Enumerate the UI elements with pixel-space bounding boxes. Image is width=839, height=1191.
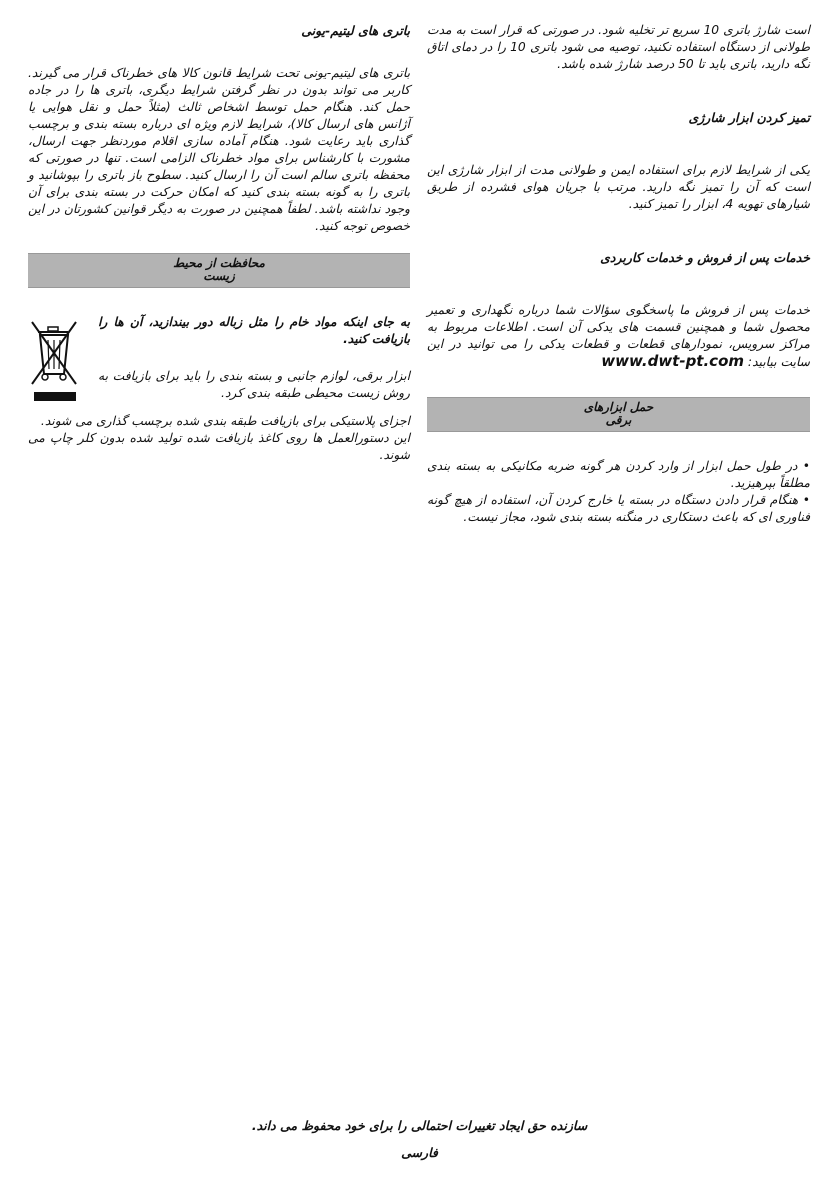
service-heading: خدمات پس از فروش و خدمات کاربردی <box>600 250 810 265</box>
weee-icon-wrapper <box>28 314 88 413</box>
environment-banner-line1: محافظت از محیط <box>173 256 265 270</box>
recycle-text-2: اجزای پلاستیکی برای بازیافت طبقه بندی شده برچسب گذاری می شوند. <box>40 414 410 428</box>
environment-banner-line2: زیست <box>203 269 235 283</box>
cleaning-paragraph: یکی از شرایط لازم برای استفاده ایمن و طولانی مدت از ابزار شارژی این است که آن را تمیز نگه دارید. مرتب با جریان هوای فشرده از طریق شیارهای تهویه 4، ابزار را تمیز کنید. <box>427 163 810 211</box>
footer-note: سازنده حق ایجاد تغییرات احتمالی را برای خود محفوظ می داند. <box>251 1118 588 1133</box>
recycle-bold-text: به جای اینکه مواد خام را مثل زباله دور بیندازید، آن ها را بازیافت کنید. <box>98 315 410 346</box>
transport-banner-line1: حمل ابزارهای <box>583 400 654 414</box>
transport-bullet-2: • هنگام قرار دادن دستگاه در بسته یا خارج کردن آن، استفاده از هیچ گونه فناوری ای که باعث دستکاری در منگنه بسته بندی شود، مجاز نیست. <box>427 493 810 524</box>
recycle-block <box>28 314 410 464</box>
crossed-out-wheelie-bin-icon <box>28 314 80 408</box>
service-text: خدمات پس از فروش ما پاسخگوی سؤالات شما درباره نگهداری و تعمیر محصول شما و همچنین قسمت های یدکی آن است. اطلاعات مربوط به مراکز سرویس، نمودارهای قطعات و قطعات یدکی را می توانید در این سایت بیابید: <box>427 303 810 369</box>
transport-banner <box>427 397 810 432</box>
service-paragraph <box>427 302 810 371</box>
transport-bullet-1: • در طول حمل ابزار از وارد کردن هر گونه ضربه مکانیکی به بسته بندی مطلقاً بپرهیزید. <box>427 459 811 490</box>
cleaning-heading: تمیز کردن ابزار شارژی <box>688 110 810 125</box>
service-url-link[interactable]: www.dwt-pt.com <box>601 352 744 370</box>
recycle-text-1: ابزار برقی، لوازم جانبی و بسته بندی را باید برای بازیافت به روش زیست محیطی طبقه بندی کرد. <box>98 369 410 400</box>
lithium-paragraph: باتری های لیتیم-یونی تحت شرایط قانون کالا های خطرناک قرار می گیرند. کاربر می تواند بدون در نظر گرفتن شرایط دیگری، باتری ها را در جاده حمل کند. هنگام حمل توسط اشخاص ثالث (مثلاً حمل و نقل هوایی یا آژانس های ارسال کالا)، شرایط لازم ویژه ای درباره بسته بندی و برچسب گذاری باید رعایت شود. هنگام آماده سازی اقلام موردنظر جهت ارسال، مشورت با کارشناس برای مواد خطرناک الزامی است. تنها در صورتی که محفظه باتری سالم است آن را ارسال کنید. سطوح باز باتری را بپوشانید و باتری را به گونه بسته بندی کنید که امکان حرکت در بسته بندی برای آن وجود نداشته باشد. لطفاً همچنین در صورت به دیگر قوانین کشورتان در این خصوص توجه کنید. <box>28 66 410 233</box>
battery-storage-paragraph: است شارژ باتری 10 سریع تر تخلیه شود. در صورتی که قرار است به مدت طولانی از دستگاه استفاده نکنید، توصیه می شود باتری 10 را در دمای اتاق نگه دارید، باتری باید تا 50 درصد شارژ شده باشد. <box>427 23 811 71</box>
right-column <box>427 22 810 526</box>
transport-banner-line2: برقی <box>605 413 632 427</box>
environment-banner <box>28 253 410 288</box>
lithium-heading: باتری های لیتیم-یونی <box>301 23 410 38</box>
footer-language: فارسی <box>401 1145 438 1160</box>
recycle-text-3: این دستورالعمل ها روی کاغذ بازیافت شده تولید شده بدون کلر چاپ می شوند. <box>28 431 410 462</box>
left-column <box>28 22 410 464</box>
